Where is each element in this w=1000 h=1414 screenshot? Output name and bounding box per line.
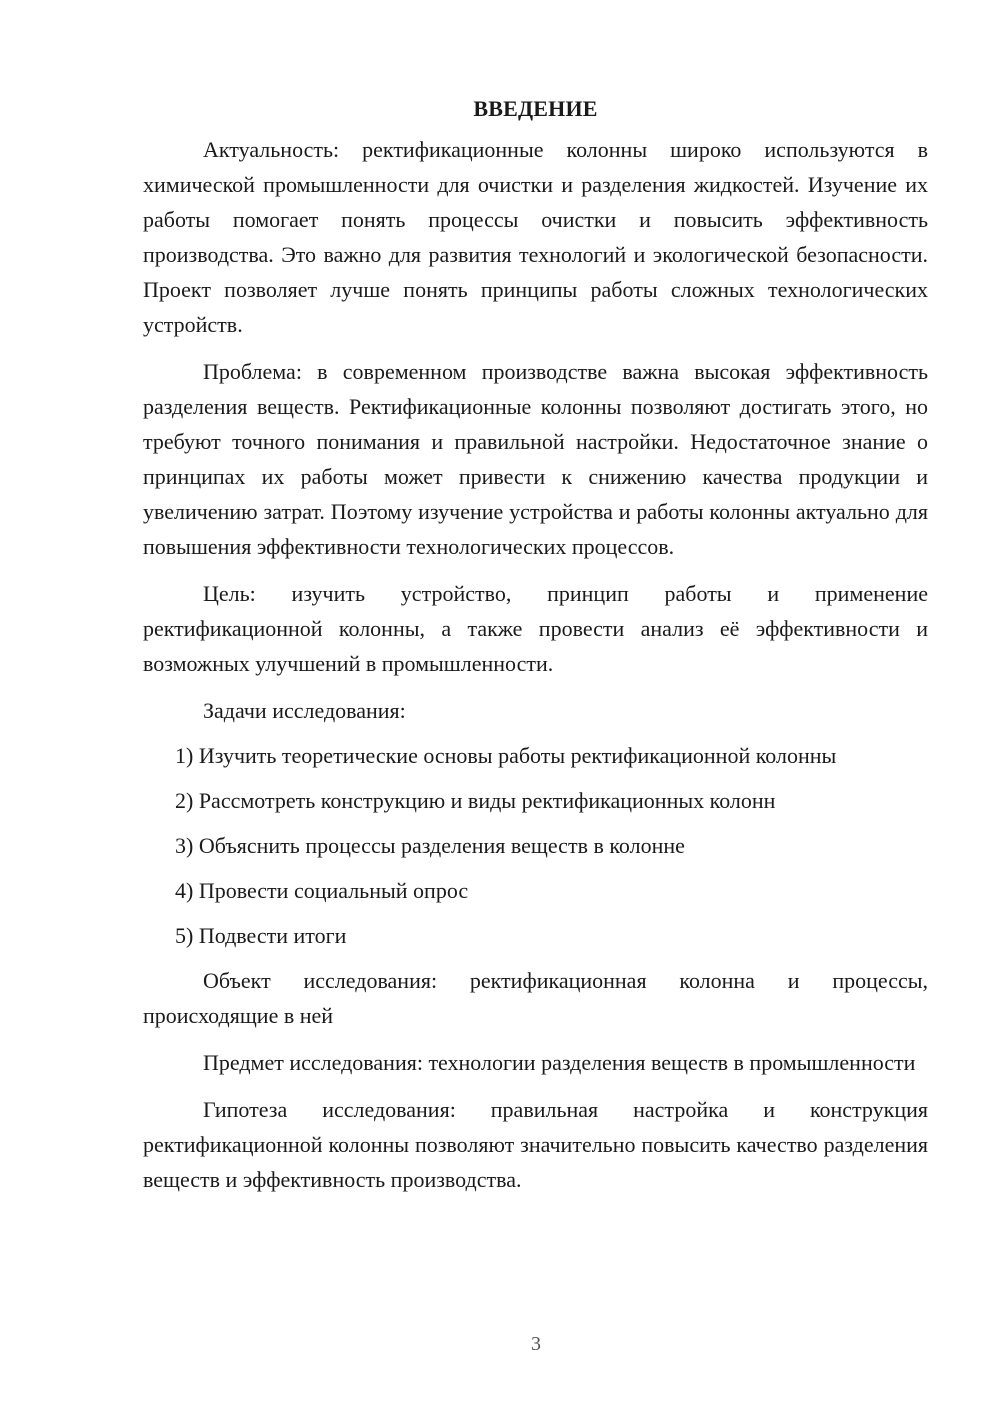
- paragraph-subject: Предмет исследования: технологии разделения веществ в промышленности: [203, 1050, 916, 1075]
- tasks-heading: Задачи исследования:: [203, 698, 406, 723]
- page-number: 3: [531, 1333, 541, 1355]
- task-item: 1) Изучить теоретические основы работы ректификационной колонны: [175, 743, 837, 768]
- paragraph-hypothesis: Гипотеза исследования: правильная настройка и конструкция ректификационной колонны позволяют значительно повысить качество разделения веществ и эффективность производства.: [143, 1097, 928, 1192]
- task-item: 2) Рассмотреть конструкцию и виды ректификационных колонн: [175, 788, 776, 813]
- paragraph-relevance: Актуальность: ректификационные колонны широко используются в химической промышленности для очистки и разделения жидкостей. Изучение их работы помогает понять процессы очистки и повысить эффективность производства. Это важно для развития технологий и экологической безопасности. Проект позволяет лучше понять принципы работы сложных технологических устройств.: [143, 137, 928, 337]
- document-page: [143, 94, 928, 1209]
- paragraph-object: Объект исследования: ректификационная колонна и процессы, происходящие в ней: [143, 968, 928, 1028]
- task-item: 4) Провести социальный опрос: [175, 878, 469, 903]
- page-title: ВВЕДЕНИЕ: [473, 96, 598, 121]
- task-item: 3) Объяснить процессы разделения веществ в колонне: [175, 833, 685, 858]
- tasks-list: [143, 738, 928, 953]
- task-item: 5) Подвести итоги: [175, 923, 347, 948]
- paragraph-goal: Цель: изучить устройство, принцип работы и применение ректификационной колонны, а также провести анализ её эффективности и возможных улучшений в промышленности.: [143, 581, 928, 676]
- paragraph-problem: Проблема: в современном производстве важна высокая эффективность разделения веществ. Ректификационные колонны позволяют достигать этого, но требуют точного понимания и правильной настройки. Недостаточное знание о принципах их работы может привести к снижению качества продукции и увеличению затрат. Поэтому изучение устройства и работы колонны актуально для повышения эффективности технологических процессов.: [143, 359, 928, 559]
